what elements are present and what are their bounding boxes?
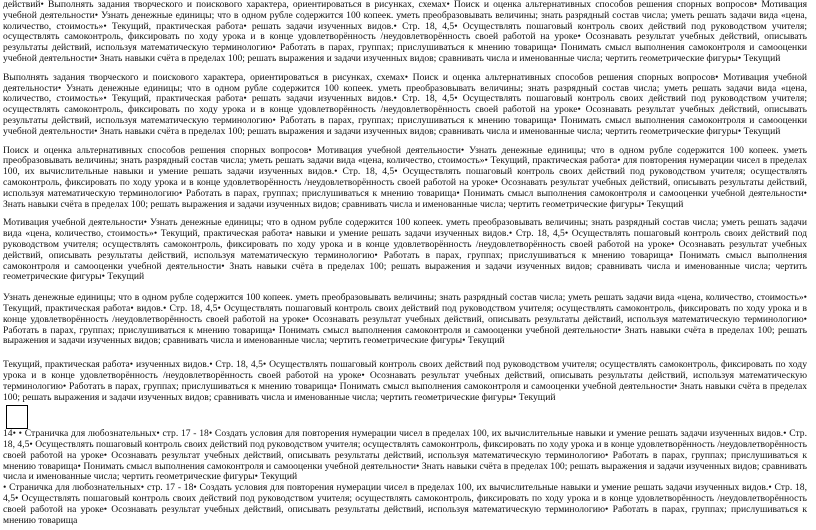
paragraph-3: Поиск и оценка альтернативных способов решения спорных вопросов• Мотивация учебной деятельности• Узнать денежные единицы; что в одном рубле содержится 100 копеек. уметь преобразовывать величины; знать разрядный состав числа; уметь решать задачи вида «цена, количество, стоимость»• Текущий, практическая работа• для повторения нумерации чисел в пределах 100, их вычислительные навыки и умение решать задачи изученных видов.• Стр. 18, 4,5• Осуществлять пошаговый контроль своих действий под руководством учителя; осуществлять самоконтроль, фиксировать по ходу урока и в конце удовлетворённость /неудовлетворённость своей работой на уроке• Осознавать результат учебных действий, описывать результаты действий, используя математическую терминологию• Работать в парах, группах; прислушиваться к мнению товарища• Понимать смысл выполнения самоконтроля и самооценки учебной деятельности• Знать навыки счёта в пределах 100; решать выражения и задачи изученных видов; сравнивать числа и именованные числа; чертить геометрические фигуры• Текущий bbox=[3, 144, 807, 210]
paragraph-5: Узнать денежные единицы; что в одном рубле содержится 100 копеек. уметь преобразовывать величины; знать разрядный состав числа; уметь решать задачи вида «цена, количество, стоимость»• Текущий, практическая работа• видов.• Стр. 18, 4,5• Осуществлять пошаговый контроль своих действий под руководством учителя; осуществлять самоконтроль, фиксировать по ходу урока и в конце удовлетворённость /неудовлетворённость своей работой на уроке• Осознавать результат учебных действий, описывать результаты действий, используя математическую терминологию• Работать в парах, группах; прислушиваться к мнению товарища• Понимать смысл выполнения самоконтроля и самооценки учебной деятельности• Знать навыки счёта в пределах 100; решать выражения и задачи изученных видов; сравнивать числа и именованные числа; чертить геометрические фигуры• Текущий bbox=[3, 292, 807, 347]
paragraph-6: Текущий, практическая работа• изученных видов.• Стр. 18, 4,5• Осуществлять пошаговый контроль своих действий под руководством учителя; осуществлять самоконтроль, фиксировать по ходу урока и в конце удовлетворённость /неудовлетворённость своей работой на уроке• Осознавать результат учебных действий, описывать результаты действий, используя математическую терминологию• Работать в парах, группах; прислушиваться к мнению товарища• Понимать смысл выполнения самоконтроля и самооценки учебной деятельности• Знать навыки счёта в пределах 100; решать выражения и задачи изученных видов; сравнивать числа и именованные числа; чертить геометрические фигуры• Текущий bbox=[3, 359, 807, 403]
paragraph-2: Выполнять задания творческого и поискового характера, ориентироваться в рисунках, схемах• Поиск и оценка альтернативных способов решения спорных вопросов• Мотивация учебной деятельности• Узнать денежные единицы; что в одном рубле содержится 100 копеек. уметь преобразовывать величины; знать разрядный состав числа; уметь решать задачи вида «цена, количество, стоимость»• Текущий, практическая работа• решать задачи изученных видов.• Стр. 18, 4,5• Осуществлять пошаговый контроль своих действий под руководством учителя; осуществлять самоконтроль, фиксировать по ходу урока и в конце удовлетворённость /неудовлетворённость своей работой на уроке• Осознавать результат учебных действий, описывать результаты действий, используя математическую терминологию• Работать в парах, группах; прислушиваться к мнению товарища• Понимать смысл выполнения самоконтроля и самооценки учебной деятельности• Знать навыки счёта в пределах 100; решать выражения и задачи изученных видов; сравнивать числа и именованные числа; чертить геометрические фигуры• Текущий bbox=[3, 71, 807, 137]
paragraph-8: • Страничка для любознательных• стр. 17 - 18• Создать условия для повторения нумерации чисел в пределах 100, их вычислительные навыки и умение решать задачи изученных видов.• Стр. 18, 4,5• Осуществлять пошаговый контроль своих действий под руководством учителя; осуществлять самоконтроль, фиксировать по ходу урока и в конце удовлетворённость /неудовлетворённость своей работой на уроке• Осознавать результат учебных действий, описывать результаты действий, используя математическую терминологию• Работать в парах, группах; прислушиваться к мнению товарища bbox=[3, 482, 807, 526]
empty-image-frame bbox=[6, 405, 28, 429]
paragraph-7: 14• • Страничка для любознательных• стр. 17 - 18• Создать условия для повторения нумерации чисел в пределах 100, их вычислительные навыки и умение решать задачи изученных видов.• Стр. 18, 4,5• Осуществлять пошаговый контроль своих действий под руководством учителя; осуществлять самоконтроль, фиксировать по ходу урока и в конце удовлетворённость /неудовлетворённость своей работой на уроке• Осознавать результат учебных действий, описывать результаты действий, используя математическую терминологию• Работать в парах, группах; прислушиваться к мнению товарища• Понимать смысл выполнения самоконтроля и самооценки учебной деятельности• Знать навыки счёта в пределах 100; решать выражения и задачи изученных видов; сравнивать числа и именованные числа; чертить геометрические фигуры• Текущий bbox=[3, 428, 807, 483]
paragraph-1: действий• Выполнять задания творческого и поискового характера, ориентироваться в рисунках, схемах• Поиск и оценка альтернативных способов решения спорных вопросов• Мотивация учебной деятельности• Узнать денежные единицы; что в одном рубле содержится 100 копеек. уметь преобразовывать величины; знать разрядный состав числа; уметь решать задачи вида «цена, количество, стоимость»• Текущий, практическая работа• решать задачи изученных видов.• Стр. 18, 4,5• Осуществлять пошаговый контроль своих действий под руководством учителя; осуществлять самоконтроль, фиксировать по ходу урока и в конце удовлетворённость /неудовлетворённость своей работой на уроке• Осознавать результат учебных действий, описывать результаты действий, используя математическую терминологию• Работать в парах, группах; прислушиваться к мнению товарища• Понимать смысл выполнения самоконтроля и самооценки учебной деятельности• Знать навыки счёта в пределах 100; решать выражения и задачи изученных видов; сравнивать числа и именованные числа; чертить геометрические фигуры• Текущий bbox=[3, 0, 807, 64]
paragraph-4: Мотивация учебной деятельности• Узнать денежные единицы; что в одном рубле содержится 100 копеек. уметь преобразовывать величины; знать разрядный состав числа; уметь решать задачи вида «цена, количество, стоимость»• Текущий, практическая работа• навыки и умение решать задачи изученных видов.• Стр. 18, 4,5• Осуществлять пошаговый контроль своих действий под руководством учителя; осуществлять самоконтроль, фиксировать по ходу урока и в конце удовлетворённость /неудовлетворённость своей работой на уроке• Осознавать результат учебных действий, описывать результаты действий, используя математическую терминологию• Работать в парах, группах; прислушиваться к мнению товарища• Понимать смысл выполнения самоконтроля и самооценки учебной деятельности• Знать навыки счёта в пределах 100; решать выражения и задачи изученных видов; сравнивать числа и именованные числа; чертить геометрические фигуры• Текущий bbox=[3, 217, 807, 283]
